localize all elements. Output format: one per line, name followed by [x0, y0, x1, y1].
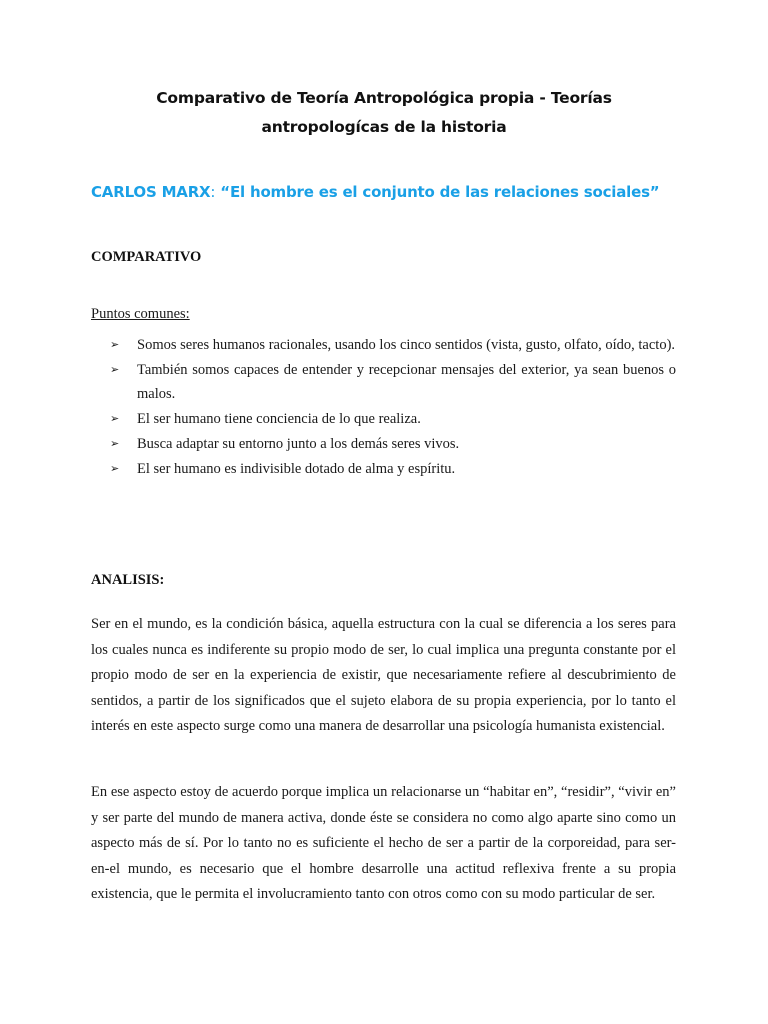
list-item	[91, 358, 676, 406]
list-item	[91, 407, 676, 431]
list-item	[91, 333, 676, 357]
title-line-1: Comparativo de Teoría Antropológica propia - Teorías	[156, 89, 612, 107]
author-colon: :	[210, 183, 216, 201]
arrowhead-bullet-icon: ➢	[110, 462, 120, 475]
list-item-text: Busca adaptar su entorno junto a los demás seres vivos.	[137, 436, 460, 452]
author-quote	[91, 183, 659, 201]
list-item	[91, 432, 676, 456]
arrowhead-bullet-icon: ➢	[110, 437, 120, 450]
list-item-text: Somos seres humanos racionales, usando los cinco sentidos (vista, gusto, olfato, oído, tacto).	[137, 337, 676, 353]
author-name: CARLOS MARX	[91, 183, 211, 201]
document-title	[60, 84, 708, 141]
list-item-text: El ser humano tiene conciencia de lo que realiza.	[137, 411, 421, 427]
quote-text: “El hombre es el conjunto de las relaciones sociales”	[215, 183, 660, 201]
list-item-text: También somos capaces de entender y recepcionar mensajes del exterior, ya sean buenos o malos.	[137, 362, 676, 402]
section-heading-analisis: ANALISIS:	[91, 572, 165, 588]
analysis-paragraph-1: Ser en el mundo, es la condición básica, aquella estructura con la cual se diferencia a los seres para los cuales nunca es indiferente su propio modo de ser, lo cual implica una pregunta constante por el propio modo de ser en la experiencia de existir, que necesariamente refiere al descubrimiento de sentidos, a partir de los significados que el sujeto elabora de su propia experiencia, por lo tanto el interés en este aspecto surge como una manera de desarrollar una psicología humanista existencial.	[91, 616, 676, 735]
analysis-paragraph-2: En ese aspecto estoy de acuerdo porque implica un relacionarse un “habitar en”, “residir”, “vivir en” y ser parte del mundo de manera activa, donde éste se considera no como algo aparte sino como un aspecto más de sí. Por lo tanto no es suficiente el hecho de ser a partir de la corporeidad, para ser-en-el mundo, es necesario que el hombre desarrolle una actitud reflexiva frente a su propia existencia, que le permita el involucramiento tanto con otros como con su modo particular de ser.	[91, 784, 676, 903]
arrowhead-bullet-icon: ➢	[110, 363, 120, 376]
list-item-text: El ser humano es indivisible dotado de alma y espíritu.	[137, 461, 456, 477]
arrowhead-bullet-icon: ➢	[110, 338, 120, 351]
puntos-comunes-heading: Puntos comunes:	[91, 306, 190, 322]
section-heading-comparativo: COMPARATIVO	[91, 249, 202, 265]
title-line-2: antropologícas de la historia	[261, 117, 507, 136]
list-item	[91, 457, 676, 481]
common-points-list	[91, 333, 676, 482]
arrowhead-bullet-icon: ➢	[110, 412, 120, 425]
